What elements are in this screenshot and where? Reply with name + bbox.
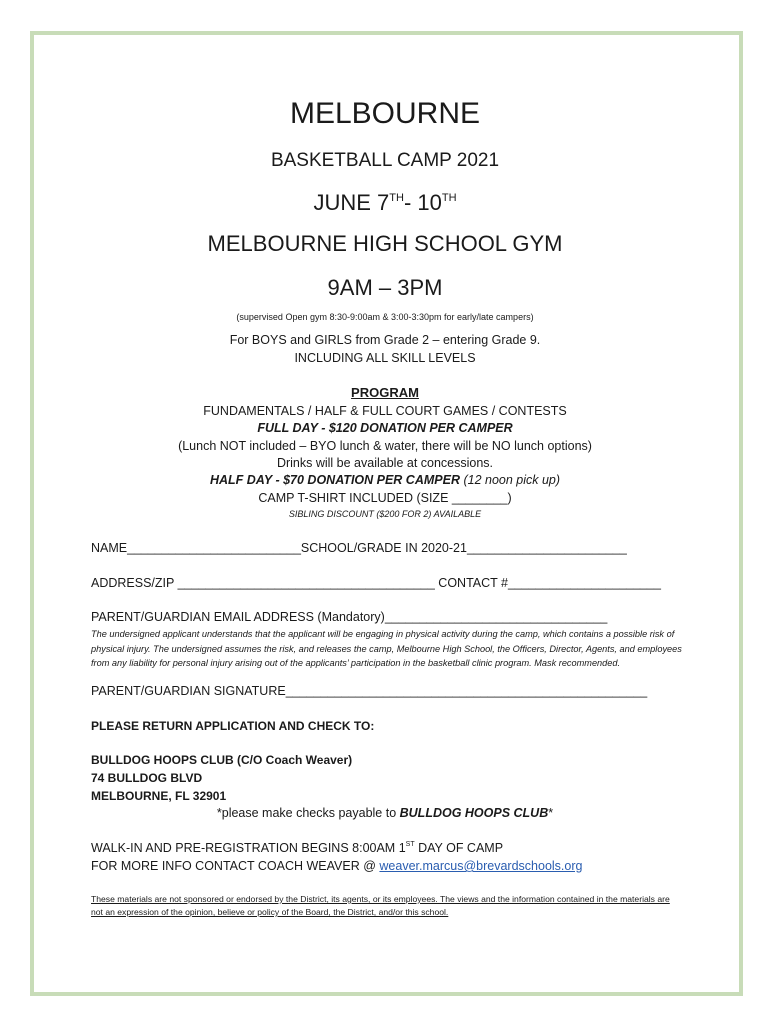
camp-venue: MELBOURNE HIGH SCHOOL GYM — [207, 231, 563, 256]
grades-text: For BOYS and GIRLS from Grade 2 – entering Grade 9. — [229, 333, 541, 347]
walkin-prefix: WALK-IN AND PRE-REGISTRATION BEGINS 8:00AM 1 — [91, 841, 406, 855]
camp-time: 9AM – 3PM — [327, 275, 443, 300]
payable-prefix: *please make checks payable to — [216, 806, 400, 820]
program-heading: PROGRAM — [351, 385, 419, 400]
dates-sup-start: TH — [389, 192, 404, 204]
payable-suffix: * — [548, 806, 554, 820]
page-title: MELBOURNE — [289, 97, 481, 130]
disclaimer: These materials are not sponsored or endorsed by the District, its agents, or its employees. The views and the information contained in the materials are not an expression of the opinion, believe or policy of the Board, the District, and/or this school. — [91, 894, 670, 917]
drinks-note: Drinks will be available at concessions. — [276, 456, 494, 470]
payable-name: BULLDOG HOOPS CLUB — [399, 806, 549, 820]
payable-note — [0, 806, 770, 820]
contact-note — [91, 859, 582, 873]
skill-levels-text: INCLUDING ALL SKILL LEVELS — [294, 351, 476, 365]
contact-email-link[interactable]: weaver.marcus@brevardschools.org — [379, 859, 583, 873]
tshirt-line: CAMP T-SHIRT INCLUDED (SIZE ________) — [258, 491, 512, 505]
half-day-note: (12 noon pick up) — [459, 473, 561, 487]
email-field[interactable]: PARENT/GUARDIAN EMAIL ADDRESS (Mandatory)________________________________ — [91, 610, 608, 624]
walkin-suffix: DAY OF CAMP — [414, 841, 504, 855]
walkin-sup: ST — [405, 841, 415, 848]
return-address-line2: 74 BULLDOG BLVD — [91, 771, 203, 785]
camp-dates — [0, 190, 770, 216]
walkin-note — [91, 841, 503, 855]
lunch-note: (Lunch NOT included – BYO lunch & water, there will be NO lunch options) — [178, 439, 592, 453]
open-gym-note: (supervised Open gym 8:30-9:00am & 3:00-3:30pm for early/late campers) — [236, 312, 534, 322]
name-field[interactable]: NAME_________________________SCHOOL/GRADE IN 2020-21_______________________ — [91, 541, 627, 555]
half-day-line — [0, 473, 770, 487]
dates-sup-end: TH — [441, 192, 457, 204]
address-field[interactable]: ADDRESS/ZIP _____________________________________ CONTACT #______________________ — [91, 576, 661, 590]
return-heading: PLEASE RETURN APPLICATION AND CHECK TO: — [91, 719, 375, 733]
camp-subtitle: BASKETBALL CAMP 2021 — [270, 150, 500, 171]
waiver-text: The undersigned applicant understands that the applicant will be engaging in physical activity during the camp, which contains a possible risk of physical injury. The undersigned assumes the risk, and releases the camp, Melbourne High School, the Officers, Director, Agents, and employees from any liability for personal injury arising out of the applicants’ participation in the basketball clinic program. Mask recommended. — [91, 629, 682, 668]
return-address-line3: MELBOURNE, FL 32901 — [91, 789, 227, 803]
sibling-discount: SIBLING DISCOUNT ($200 FOR 2) AVAILABLE — [288, 509, 482, 519]
signature-field[interactable]: PARENT/GUARDIAN SIGNATURE____________________________________________________ — [91, 684, 648, 698]
half-day-price: HALF DAY - $70 DONATION PER CAMPER — [209, 473, 460, 487]
contact-prefix: FOR MORE INFO CONTACT COACH WEAVER @ — [91, 859, 380, 873]
dates-mid: - 10 — [403, 190, 442, 215]
dates-prefix: JUNE 7 — [313, 190, 390, 215]
program-activities: FUNDAMENTALS / HALF & FULL COURT GAMES / CONTESTS — [203, 404, 567, 418]
full-day-price: FULL DAY - $120 DONATION PER CAMPER — [257, 421, 513, 435]
return-address-line1: BULLDOG HOOPS CLUB (C/O Coach Weaver) — [91, 753, 353, 767]
